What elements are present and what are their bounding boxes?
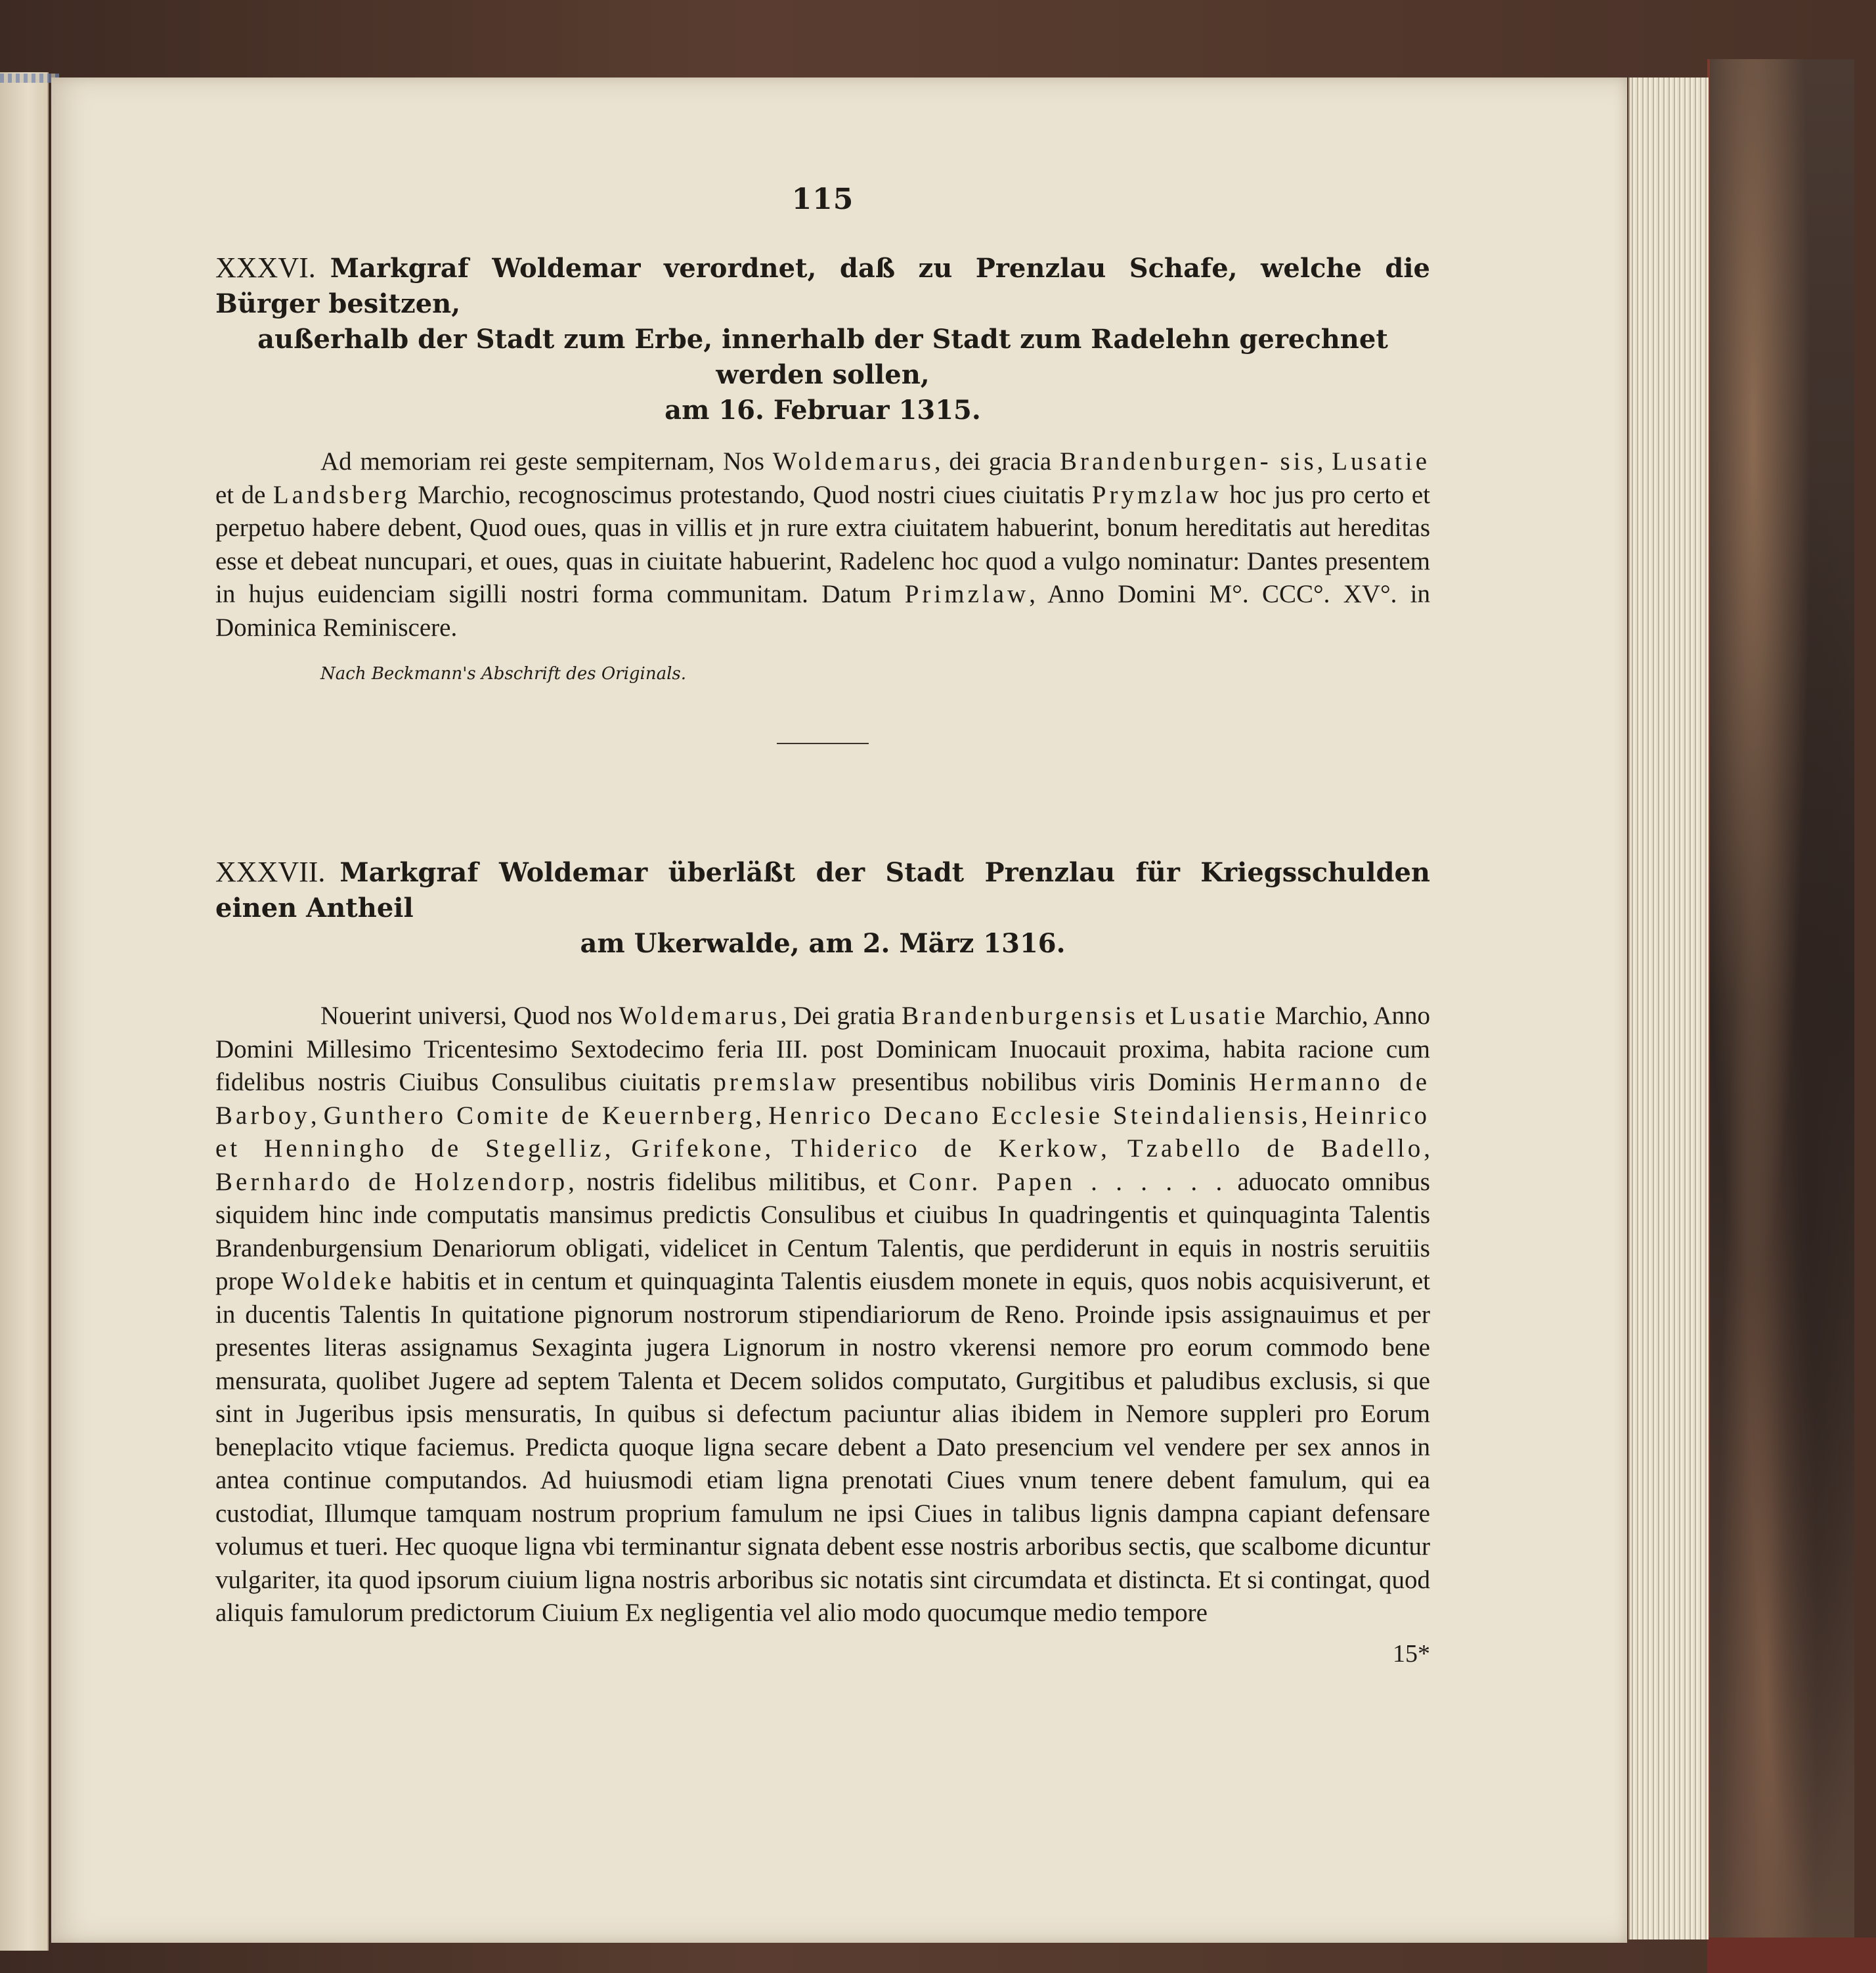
spaced-name: Brandenburgen- [1059, 447, 1272, 476]
page-content [215, 183, 1431, 1668]
doc-heading [215, 854, 1430, 926]
heading-date: am 16. Februar 1315. [665, 395, 981, 426]
book-page [51, 78, 1627, 1943]
doc-heading [215, 250, 1430, 322]
spaced-name: Prymzlaw [1091, 480, 1222, 509]
doc-body [215, 445, 1430, 644]
spaced-name: Landsberg [273, 480, 410, 509]
text-run: hoc jus pro certo et perpetuo habere debent, Quod oues, quas in villis et jn rure extra ciuitatem habuerint, bonum hereditatis aut hereditas esse et debeat nuncupari, et oues, quas in ciuitate habuerint, Radelenc hoc quod a vulgo nominatur: Dantes presentem in hujus euidenciam sigilli nostri forma communitam. Datum [215, 480, 1430, 608]
page-number: 115 [791, 183, 854, 216]
section-divider [777, 743, 869, 744]
heading-line: Markgraf Woldemar verordnet, daß zu Prenzlau Schafe, welche die Bürger besitzen, [215, 253, 1430, 319]
spaced-name: Woldemarus [619, 1002, 781, 1030]
text-run: Ad memoriam rei geste sempiternam, Nos [320, 447, 773, 476]
left-page-edge [0, 72, 49, 1951]
document-xxxvii [215, 854, 1431, 1668]
heading-line: Markgraf Woldemar überläßt der Stadt Prenzlau für Kriegsschulden einen Antheil [215, 857, 1430, 923]
text-run: presentibus nobilibus viris Dominis [839, 1068, 1250, 1096]
text-run: , dei gracia [934, 447, 1060, 476]
spaced-name: Woldeke [281, 1267, 395, 1295]
catchword: 15* [1393, 1639, 1430, 1668]
text-run: Marchio, Anno Domini Millesimo Tricentesimo Sextodecimo feria III. post Dominicam Inuocauit proxima, habita racione cum fidelibus nostris Ciuibus Consulibus ciuitatis [215, 1002, 1431, 1096]
spacer [215, 962, 1430, 983]
spaced-name: Gunthero Comite de Keuernberg [323, 1101, 756, 1130]
cover-corner [1707, 1938, 1876, 1973]
spaced-name: Brandenburgensis [902, 1002, 1139, 1030]
spaced-name: Woldemarus [772, 447, 934, 476]
text-run: , [1101, 1134, 1127, 1163]
spaced-name: Grifekone [631, 1134, 765, 1163]
text-run: , [755, 1101, 769, 1130]
page-stack-edge [1628, 78, 1709, 1940]
spaced-name: Tzabello de Badello [1127, 1134, 1424, 1163]
heading-line: außerhalb der Stadt zum Erbe, innerhalb der Stadt zum Radelehn gerechnet werden sollen, [257, 324, 1388, 390]
book-binding-thread [0, 74, 59, 83]
heading-date: am Ukerwalde, am 2. März 1316. [580, 928, 1066, 959]
text-run: habitis et in centum et quinquaginta Talentis eiusdem monete in equis, quos nobis acquisiverunt, et in ducentis Talentis In quitatione pignorum nostrorum stipendiariorum de Reno. Proinde ipsis assignauimus et per presentes literas assignamus Sexaginta jugera Lignorum in nostro vkerensi nemore pro eorum commodo bene mensurata, quolibet Jugere ad septem Talenta et Decem solidos computato, Gurgitibus et paludibus exclusis, si que sint in Jugeribus ipsis mensuratis, In quibus si defectum paciuntur alias ibidem in Nemore suppleri pro Eorum beneplacito vtique faciemus. Predicta quoque ligna secare debent a Dato presencium vel vendere per sex annos in antea continue computandos. Ad huiusmodi etiam ligna prenotati Ciues vnum tenere debent famulum, qui ea custodiat, Illumque tamquam nostrum proprium famulum ne ipsi Ciues in talibus lignis dampna capiant defensare volumus et tueri. Hec quoque ligna vbi terminantur signata debent esse nostris arboribus sectis, que scalbome dicuntur vulgariter, ita quod ipsorum ciuium ligna nostris arboribus sic notatis sint circumdata et distincta. Et si contingat, quod aliquis famulorum predictorum Ciuium Ex negligentia vel alio modo quocumque medio tempore [215, 1267, 1430, 1627]
spaced-name: Lusatie [1170, 1002, 1269, 1030]
spaced-name: Heinrico et Henningho de Stegelliz [215, 1101, 1431, 1163]
text-run: , Anno Domini M°. CCC°. XV°. in Dominica Reminiscere. [215, 580, 1430, 642]
text-run: , nostris fidelibus militibus, et [568, 1167, 909, 1196]
spaced-name: Thiderico de Kerkow [791, 1134, 1101, 1163]
text-run: , [764, 1134, 792, 1163]
text-run: , [310, 1101, 324, 1130]
marbled-cover [1707, 59, 1854, 1951]
spaced-name: sis [1280, 447, 1317, 476]
text-run: aduocato omnibus siquidem hinc inde computatis mansimus predictis Consulibus et ciuibus In quadringentis et quinquaginta Talentis Brandenburgensium Denariorum obligati, videlicet in Centum Talentis, que perdiderunt in equis in nostris seruitiis prope [215, 1167, 1430, 1295]
spaced-name: Hermanno de Barboy [215, 1068, 1431, 1130]
text-run: et [1139, 1002, 1171, 1030]
text-run: Marchio, recognoscimus protestando, Quod nostri ciues ciuitatis [410, 480, 1092, 509]
spaced-name: Conr. Papen . . . . . . [908, 1167, 1226, 1196]
spaced-name: Primzlaw [904, 580, 1030, 608]
spaced-name: Bernhardo de Holzendorp [215, 1167, 569, 1196]
text-run: , [604, 1134, 632, 1163]
text-run: , [1317, 447, 1332, 476]
text-run: , Dei gratia [780, 1002, 902, 1030]
spaced-name: Henrico Decano Ecclesie Steindaliensis [768, 1101, 1301, 1130]
doc-numeral: XXXVI. [215, 252, 316, 284]
doc-numeral: XXXVII. [215, 856, 326, 888]
text-run: et de [215, 480, 273, 509]
spaced-name: premslaw [713, 1068, 840, 1096]
source-note: Nach Beckmann's Abschrift des Originals. [320, 664, 687, 684]
document-xxxvi [215, 250, 1430, 684]
spaced-name: Lusatie [1332, 447, 1431, 476]
doc-body [215, 1000, 1430, 1630]
text-run: Nouerint universi, Quod nos [320, 1002, 619, 1030]
text-run: , [1424, 1134, 1431, 1163]
text-run: , [1301, 1101, 1315, 1130]
